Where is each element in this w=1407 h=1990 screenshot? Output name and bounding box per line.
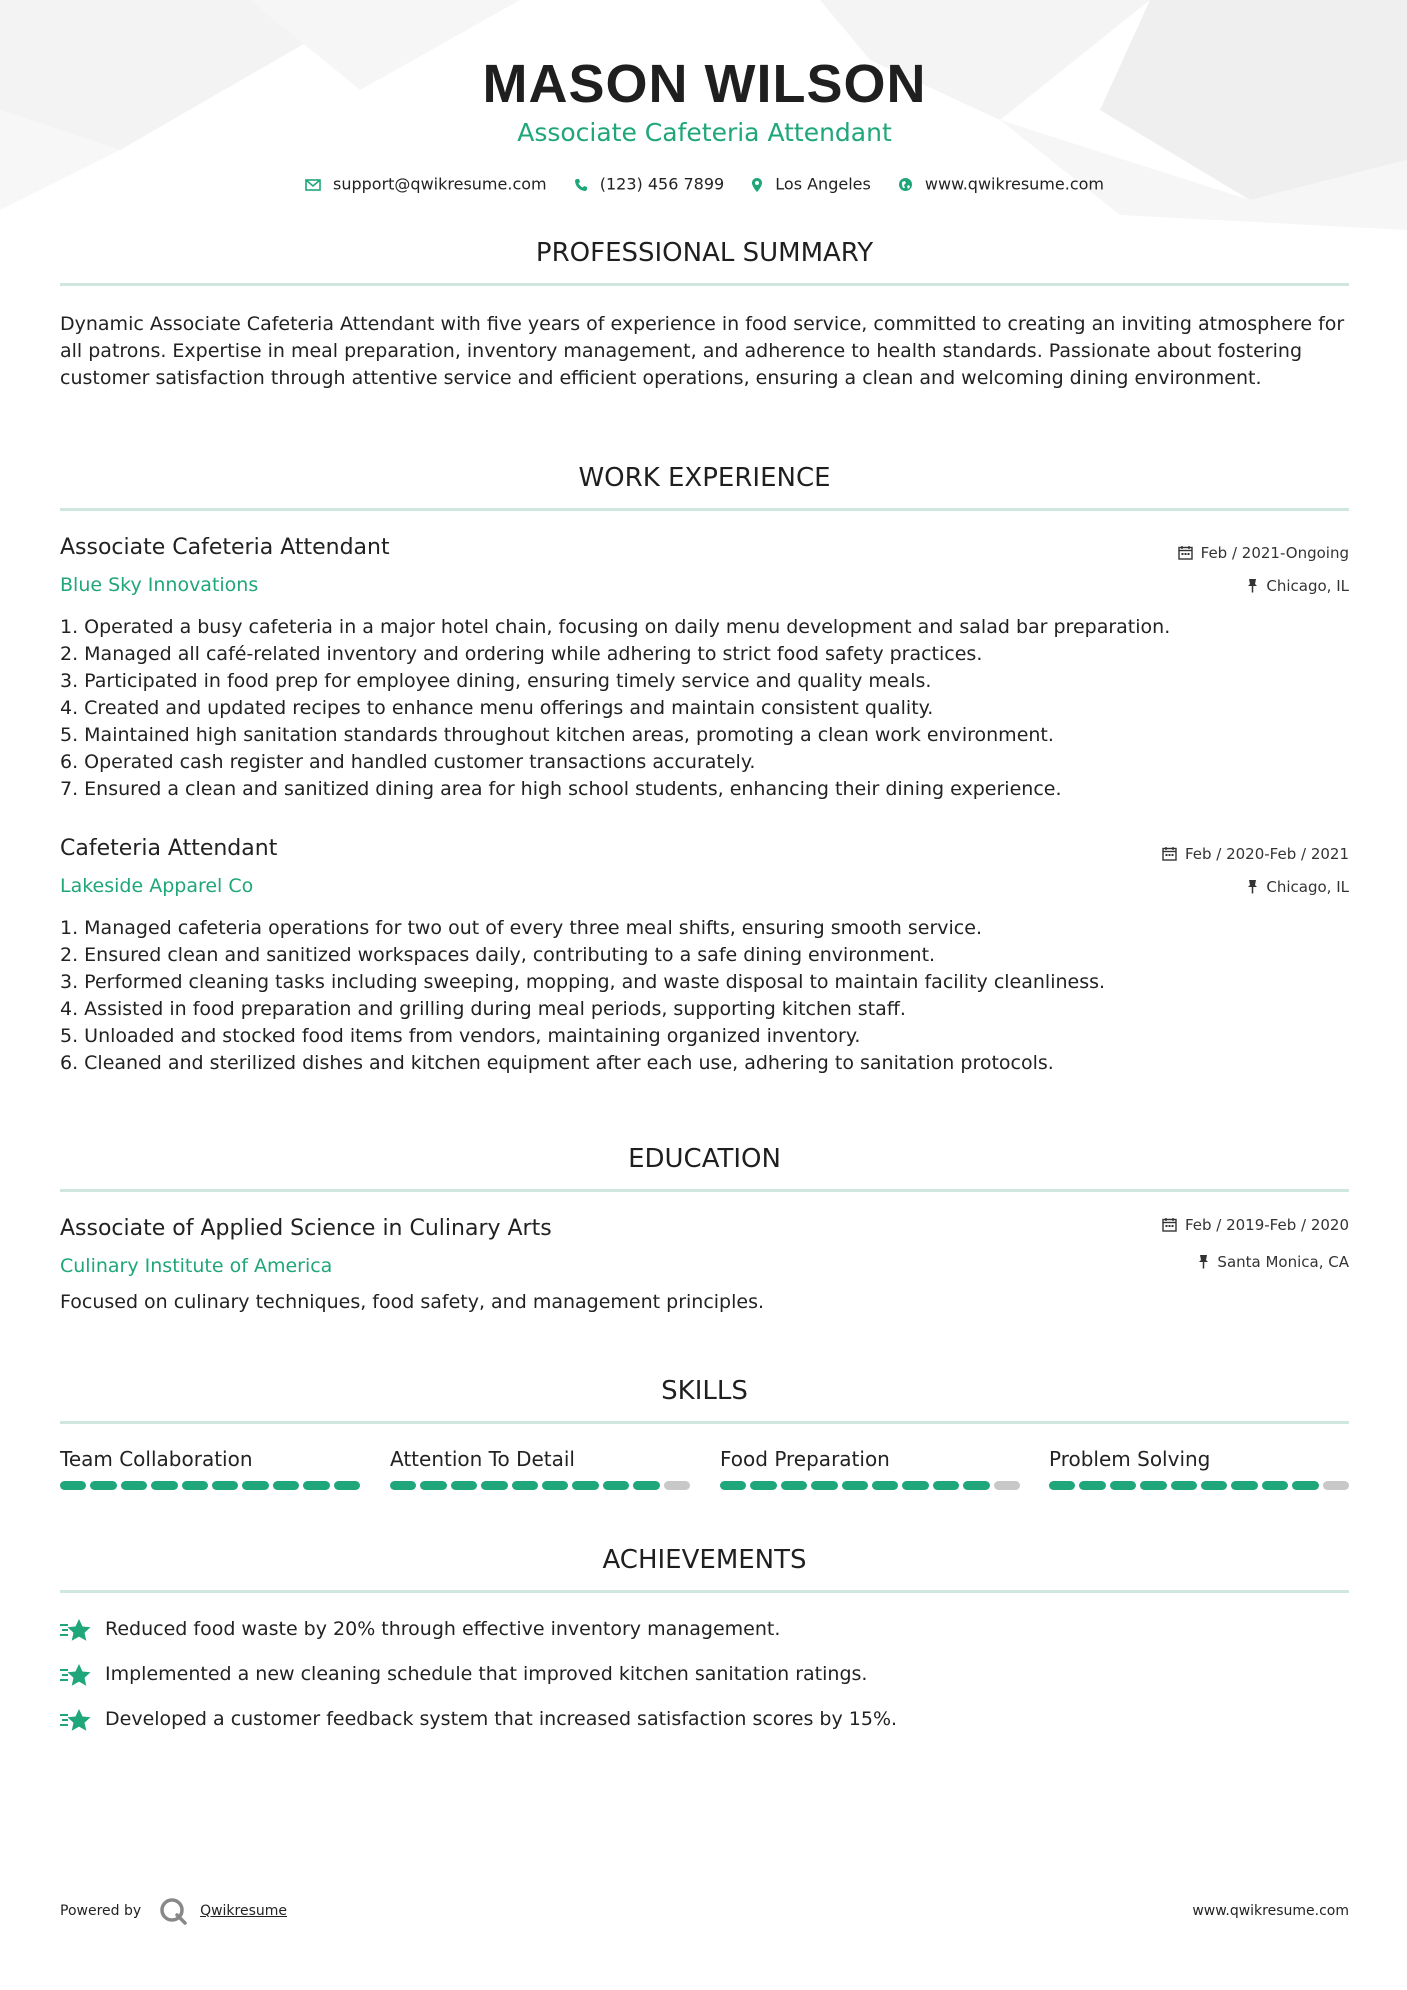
summary-heading: PROFESSIONAL SUMMARY xyxy=(535,238,874,268)
skill-dot-empty xyxy=(994,1481,1020,1490)
candidate-role: Associate Cafeteria Attendant xyxy=(517,118,892,147)
skill-dot-filled xyxy=(151,1481,177,1490)
skill-dot-filled xyxy=(334,1481,360,1490)
skills-heading: SKILLS xyxy=(661,1376,748,1406)
contact-email-text: support@qwikresume.com xyxy=(333,174,547,194)
list-item: 1. Managed cafeteria operations for two out of every three meal shifts, ensuring smooth service. xyxy=(60,917,982,939)
skill-name: Team Collaboration xyxy=(60,1447,253,1471)
skill-dot-filled xyxy=(842,1481,868,1490)
list-item: 3. Performed cleaning tasks including sweeping, mopping, and waste disposal to maintain facility cleanliness. xyxy=(60,971,1106,993)
list-item: 5. Unloaded and stocked food items from vendors, maintaining organized inventory. xyxy=(60,1025,861,1047)
candidate-name: MASON WILSON xyxy=(482,54,927,114)
degree-title: Associate of Applied Science in Culinary Arts xyxy=(60,1216,552,1241)
skill-item xyxy=(1049,1447,1349,1471)
skill-dot-filled xyxy=(811,1481,837,1490)
list-item: 6. Cleaned and sterilized dishes and kitchen equipment after each use, adhering to sanitation protocols. xyxy=(60,1052,1054,1074)
list-item: 7. Ensured a clean and sanitized dining area for high school students, enhancing their dining experience. xyxy=(60,778,1062,800)
footer-website-link[interactable]: www.qwikresume.com xyxy=(1192,1903,1349,1919)
skill-dot-filled xyxy=(933,1481,959,1490)
list-item: 2. Managed all café-related inventory and ordering while adhering to strict food safety practices. xyxy=(60,643,983,665)
job-date-text: Feb / 2020-Feb / 2021 xyxy=(1184,845,1349,863)
skill-dot-filled xyxy=(1171,1481,1197,1490)
list-item: 6. Operated cash register and handled customer transactions accurately. xyxy=(60,751,756,773)
contact-phone[interactable] xyxy=(574,172,724,197)
achievement-item xyxy=(60,1661,1349,1697)
star-icon xyxy=(60,1662,92,1690)
achievement-item xyxy=(60,1706,1349,1742)
job-title: Cafeteria Attendant xyxy=(60,836,278,861)
map-marker-icon xyxy=(751,177,763,193)
skill-dot-filled xyxy=(963,1481,989,1490)
powered-by-label: Powered by xyxy=(60,1903,142,1919)
job-responsibilities xyxy=(60,614,1349,803)
skill-name: Attention To Detail xyxy=(390,1447,575,1471)
contact-location-text: Los Angeles xyxy=(775,174,871,194)
list-item: 1. Operated a busy cafeteria in a major hotel chain, focusing on daily menu development and salad bar preparation. xyxy=(60,616,1171,638)
skill-dot-filled xyxy=(121,1481,147,1490)
skill-rating xyxy=(720,1481,1020,1490)
pushpin-icon xyxy=(1247,578,1258,593)
education-description: Focused on culinary techniques, food safety, and management principles. xyxy=(60,1291,765,1313)
skill-dot-filled xyxy=(390,1481,416,1490)
skill-dot-filled xyxy=(512,1481,538,1490)
skill-dot-filled xyxy=(902,1481,928,1490)
calendar-icon xyxy=(1178,545,1193,560)
skill-item xyxy=(720,1447,1020,1471)
skill-dot-filled xyxy=(303,1481,329,1490)
summary-text: Dynamic Associate Cafeteria Attendant with five years of experience in food service, committed to creating an inviting atmosphere for all patrons. Expertise in meal preparation, inventory management, and adherence to health standards. Passionate about fostering customer satisfaction through attentive service and efficient operations, ensuring a clean and welcoming dining environment. xyxy=(60,313,1345,389)
skill-rating xyxy=(60,1481,360,1490)
skill-dot-filled xyxy=(212,1481,238,1490)
skill-dot-filled xyxy=(750,1481,776,1490)
skill-dot-filled xyxy=(420,1481,446,1490)
contact-website-text: www.qwikresume.com xyxy=(924,174,1104,194)
experience-heading: WORK EXPERIENCE xyxy=(578,463,831,493)
job-company: Lakeside Apparel Co xyxy=(60,875,254,897)
footer-powered-by xyxy=(60,1896,287,1926)
education-heading: EDUCATION xyxy=(628,1144,781,1174)
skill-dot-filled xyxy=(720,1481,746,1490)
skill-dot-filled xyxy=(872,1481,898,1490)
list-item: 4. Assisted in food preparation and grilling during meal periods, supporting kitchen staff. xyxy=(60,998,906,1020)
skill-name: Problem Solving xyxy=(1049,1447,1211,1471)
phone-icon xyxy=(574,178,588,192)
education-divider xyxy=(60,1189,1349,1192)
globe-icon xyxy=(898,177,913,192)
skill-rating xyxy=(390,1481,690,1490)
education-location-text: Santa Monica, CA xyxy=(1217,1253,1349,1271)
star-icon xyxy=(60,1707,92,1735)
skill-dot-filled xyxy=(451,1481,477,1490)
skill-dot-empty xyxy=(1323,1481,1349,1490)
summary-divider xyxy=(60,283,1349,286)
pushpin-icon xyxy=(1247,879,1258,894)
skill-dot-filled xyxy=(572,1481,598,1490)
achievement-text: Reduced food waste by 20% through effective inventory management. xyxy=(105,1618,781,1640)
skill-dot-filled xyxy=(90,1481,116,1490)
skill-rating xyxy=(1049,1481,1349,1490)
skill-dot-filled xyxy=(273,1481,299,1490)
skill-dot-filled xyxy=(1201,1481,1227,1490)
list-item: 4. Created and updated recipes to enhance menu offerings and maintain consistent quality. xyxy=(60,697,934,719)
contact-email[interactable] xyxy=(305,172,547,197)
contact-bar xyxy=(60,172,1349,197)
experience-divider xyxy=(60,508,1349,511)
list-item: 2. Ensured clean and sanitized workspaces daily, contributing to a safe dining environment. xyxy=(60,944,936,966)
contact-website[interactable] xyxy=(898,172,1104,197)
job-title: Associate Cafeteria Attendant xyxy=(60,535,390,560)
education-date xyxy=(1162,1216,1349,1234)
skill-dot-filled xyxy=(1049,1481,1075,1490)
skill-dot-filled xyxy=(1140,1481,1166,1490)
job-date xyxy=(1162,845,1349,863)
achievements-heading: ACHIEVEMENTS xyxy=(602,1545,807,1575)
contact-location xyxy=(751,172,871,197)
achievements-divider xyxy=(60,1590,1349,1593)
list-item: 3. Participated in food prep for employee dining, ensuring timely service and quality meals. xyxy=(60,670,932,692)
skill-dot-filled xyxy=(542,1481,568,1490)
skill-dot-filled xyxy=(1292,1481,1318,1490)
skill-dot-filled xyxy=(781,1481,807,1490)
skill-dot-filled xyxy=(481,1481,507,1490)
skill-dot-filled xyxy=(182,1481,208,1490)
skill-dot-filled xyxy=(1262,1481,1288,1490)
achievement-item xyxy=(60,1616,1349,1652)
skill-dot-filled xyxy=(1231,1481,1257,1490)
skill-dot-filled xyxy=(603,1481,629,1490)
education-date-text: Feb / 2019-Feb / 2020 xyxy=(1184,1216,1349,1234)
calendar-icon xyxy=(1162,846,1177,861)
achievement-text: Implemented a new cleaning schedule that improved kitchen sanitation ratings. xyxy=(105,1663,868,1685)
calendar-icon xyxy=(1162,1217,1177,1232)
job-location-text: Chicago, IL xyxy=(1266,577,1349,595)
job-responsibilities xyxy=(60,915,1349,1077)
job-location xyxy=(1247,577,1349,595)
job-location-text: Chicago, IL xyxy=(1266,878,1349,896)
list-item: 5. Maintained high sanitation standards throughout kitchen areas, promoting a clean work environment. xyxy=(60,724,1054,746)
envelope-icon xyxy=(305,179,321,191)
skill-dot-filled xyxy=(633,1481,659,1490)
achievement-text: Developed a customer feedback system that increased satisfaction scores by 15%. xyxy=(105,1708,898,1730)
skill-dot-empty xyxy=(664,1481,690,1490)
skill-dot-filled xyxy=(242,1481,268,1490)
education-location xyxy=(1198,1253,1349,1271)
footer-brand-link[interactable]: Qwikresume xyxy=(200,1903,288,1919)
skill-dot-filled xyxy=(1110,1481,1136,1490)
job-date-text: Feb / 2021-Ongoing xyxy=(1200,544,1349,562)
skill-item xyxy=(390,1447,690,1471)
pushpin-icon xyxy=(1198,1254,1209,1269)
contact-phone-text: (123) 456 7899 xyxy=(599,174,725,194)
job-location xyxy=(1247,878,1349,896)
qwikresume-logo-icon xyxy=(158,1896,188,1926)
job-date xyxy=(1178,544,1349,562)
school-name: Culinary Institute of America xyxy=(60,1255,333,1277)
skill-item xyxy=(60,1447,360,1471)
star-icon xyxy=(60,1617,92,1645)
job-company: Blue Sky Innovations xyxy=(60,574,259,596)
skill-name: Food Preparation xyxy=(720,1447,890,1471)
skill-dot-filled xyxy=(60,1481,86,1490)
skill-dot-filled xyxy=(1079,1481,1105,1490)
skills-divider xyxy=(60,1421,1349,1424)
